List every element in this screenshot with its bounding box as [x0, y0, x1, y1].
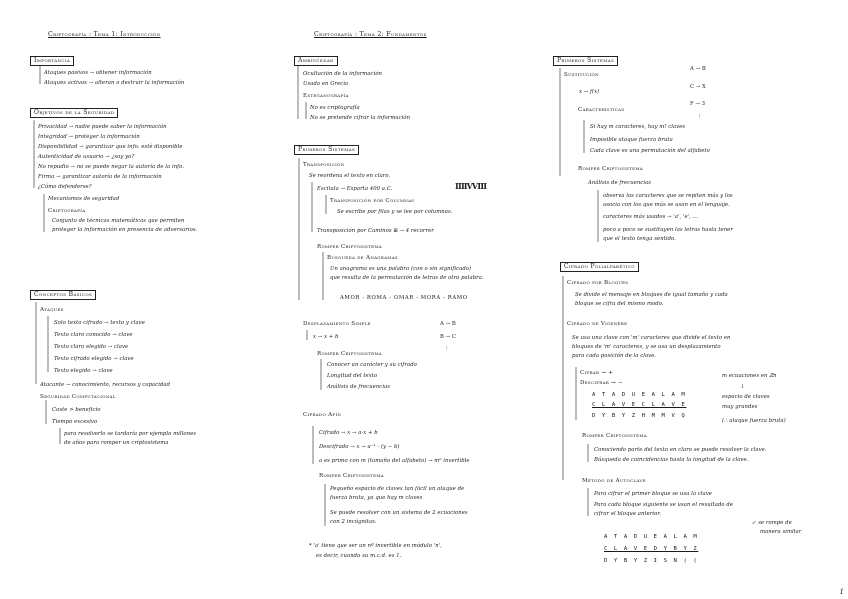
sustitucion-map-1: A → B: [690, 66, 706, 72]
afin-romper-label: Romper Criptosistema: [319, 473, 384, 479]
vigenere-note-5: (∴ ataque fuerza bruta): [722, 418, 786, 424]
ataque-4: Texto cifrado elegido → clave: [54, 356, 134, 362]
descifrar-line: Descifrar → −: [580, 380, 624, 386]
afin-romper-4: con 2 incógnitas.: [330, 519, 377, 525]
col3-romper-1: Análisis de frecuencias: [588, 180, 652, 186]
autoclave-note-1: ↙ se rompe de: [752, 520, 792, 526]
conceptos-heading: Conceptos Básicos: [30, 290, 96, 300]
autoclave-line-3: cifrar el bloque anterior.: [594, 511, 662, 517]
desplazamiento-romper-label: Romper Criptosistema: [317, 351, 382, 357]
importancia-heading: Importancia: [30, 56, 74, 66]
romper1-line-1: Búsqueda de Anagramas: [327, 255, 398, 261]
col3-romper-3: asocia con los que más se usan en el lenguaje.: [603, 202, 730, 208]
afin-line-2: Descifrado → x → a⁻¹ · (y − b): [319, 444, 400, 450]
afin-romper-2: fuerza bruta, ya que hay m claves: [330, 495, 423, 501]
vigenere-line-2: bloques de 'm' caracteres, y se usa un desplazamiento: [572, 344, 721, 350]
defensa-line-4: proteger la información en presencia de adversarios.: [52, 227, 198, 233]
transposicion-label: Transposición: [303, 162, 345, 168]
polialfabetico-heading: Cifrado Polialfabético: [560, 262, 639, 272]
autoclave-line-2: Para cada bloque siguiente se usan el resultado de: [594, 502, 734, 508]
vigenere-table1-row-3: D Y B Y Z H M M V Q: [592, 413, 687, 419]
desplazamiento-map-1: A → B: [440, 321, 456, 327]
desplazamiento-formula: x → x + b: [313, 334, 339, 340]
defensa-line-2: Criptografía: [48, 208, 86, 214]
romper1-label: Romper Criptosistema: [317, 244, 382, 250]
vigenere-note-2: ↓: [740, 384, 745, 390]
col3-romper-5: poco a poco se sustituyen las letras hasta tener: [603, 227, 733, 233]
col3-romper-6: que el texto tenga sentido.: [603, 236, 676, 242]
transposicion-line-4: Se escribe por filas y se lee por columnas.: [337, 209, 453, 215]
col3-romper-label: Romper Criptosistema: [578, 166, 643, 172]
caracteristicas-3: Cada clave es una permutación del alfabeto: [590, 148, 710, 154]
objetivos-line-1: Privacidad → nadie puede saber la información: [38, 124, 167, 130]
autoclave-table-row-3: D Y B Y Z I S N ( (: [604, 558, 699, 564]
primeros-heading-col3: Primeros Sistemas: [553, 56, 618, 66]
vigenere-note-4: muy grandes: [722, 404, 758, 410]
objetivos-heading: Objetivos de la Seguridad: [30, 108, 118, 118]
bloques-label: Cifrado por Bloques: [567, 280, 629, 286]
autoclave-note-2: manera similar: [760, 529, 802, 535]
col3-romper-2: observa los caracteres que se repiten más y los: [603, 193, 733, 199]
sustitucion-map-4: ⋮: [697, 114, 703, 120]
ambiguedad-line-1: Ocultación de la información: [303, 71, 383, 77]
desplazamiento-map-2: B → C: [440, 334, 457, 340]
page-number: 1: [839, 588, 844, 596]
romper1-line-4: AMOR - ROMA - OMAR - MORA - RAMO: [340, 295, 468, 301]
ataque-3: Texto claro elegido → clave: [54, 344, 129, 350]
importancia-line-2: Ataques activos → alteran o destruir la información: [44, 80, 185, 86]
desplazamiento-romper-3: Análisis de frecuencias: [327, 384, 391, 390]
transposicion-line-1: Se reordena el texto en claro.: [309, 173, 391, 179]
atacante-line: Atacante → conocimiento, recursos y capacidad: [40, 382, 171, 388]
desplazamiento-map-3: ⋮: [444, 346, 450, 352]
vigenere-line-1: Se usa una clave con 'm' caracteres que divide el texto en: [572, 335, 731, 341]
col2-title: Criptografía : Tema 2: Fundamentos: [314, 31, 427, 38]
ambiguedad-line-4: No es criptografía: [310, 105, 360, 111]
autoclave-table-row-1: A T A D U E A L A M: [604, 534, 699, 540]
ataques-label: Ataques: [40, 307, 64, 313]
col3-romper-4: caracteres más usados → 'a', 'e', ...: [603, 214, 698, 220]
vigenere-romper-label: Romper Criptosistema: [582, 433, 647, 439]
sustitucion-formula: x → f(x): [579, 89, 600, 95]
ambiguedad-line-3: Esteganografía: [303, 93, 349, 99]
objetivos-line-2: Integridad → proteger la información: [38, 134, 140, 140]
vigenere-romper-2: Búsqueda de coincidencias hasta la longitud de la clave.: [594, 457, 749, 463]
transposicion-line-2: Escitala → Esparta 400 a.C.: [317, 186, 393, 192]
objetivos-line-3: Disponibilidad → garantizar que info. esté disponible: [38, 144, 183, 150]
ambiguedad-line-5: No se pretende cifrar la información: [310, 115, 411, 121]
primeros-heading-col2: Primeros Sistemas: [294, 145, 359, 155]
vigenere-label: Cifrado de Vigenère: [567, 321, 628, 327]
afin-nota-1: * 'a' tiene que ser un nº invertible en módulo 'n',: [309, 543, 442, 549]
autoclave-label: Método de Autoclave: [582, 478, 646, 484]
vigenere-note-3: espacio de claves: [722, 394, 770, 400]
escitala-glyph: ⅢⅣⅧ: [455, 181, 487, 191]
afin-line-1: Cifrado → x → a·x + b: [319, 430, 378, 436]
autoclave-table-row-2: C L A V E D Y B Y Z: [604, 546, 699, 552]
vigenere-line-3: para cada posición de la clave.: [572, 353, 657, 359]
afin-romper-1: Pequeño espacio de claves tan fácil un ataque de: [330, 486, 465, 492]
desplazamiento-romper-2: Longitud del texto: [327, 373, 378, 379]
ataque-2: Texto claro conocido → clave: [54, 332, 133, 338]
importancia-line-1: Ataques pasivos → obtener información: [44, 70, 152, 76]
caracteristicas-2: Imposible ataque fuerza bruta: [590, 137, 673, 143]
objetivos-line-6: Firma → garantizar autoría de la información: [38, 174, 162, 180]
ambiguedad-heading: Ambigüedad: [294, 56, 338, 66]
vigenere-table1-row-1: A T A D U E A L A M: [592, 392, 687, 398]
afin-heading: Cifrado Afín: [303, 412, 342, 418]
col1-title: Criptografía : Tema 1: Introducción: [48, 31, 161, 38]
seguridad-line-4: de años para romper un criptosistema: [64, 440, 169, 446]
sustitucion-map-3: F → 3: [690, 101, 706, 107]
defensa-line-3: Conjunto de técnicas matemáticas que permiten: [52, 218, 185, 224]
afin-romper-3: Se puede resolver con un sistema de 2 ecuaciones: [330, 510, 468, 516]
seguridad-line-1: Coste > beneficio: [52, 407, 101, 413]
autoclave-line-1: Para cifrar el primer bloque se usa la clave: [594, 491, 712, 497]
transposicion-line-3: Transposición por Columnas: [330, 198, 415, 204]
vigenere-note-1: m ecuaciones en ℤn: [722, 373, 777, 379]
transposicion-line-5: Transposición por Caminos ⊞ → 4 recorrer: [317, 228, 434, 234]
objetivos-line-4: Autenticidad de usuario → ¿soy yo?: [38, 154, 135, 160]
seguridad-label: Seguridad Computacional: [40, 394, 116, 400]
romper1-line-3: que resulta de la permutación de letras de otra palabra.: [330, 275, 484, 281]
vigenere-table1-row-2: C L A V E C L A V E: [592, 402, 687, 408]
bloques-line-1: Se divide el mensaje en bloques de igual tamaño y cada: [575, 292, 728, 298]
afin-nota-2: es decir, cuando su m.c.d. es 1.: [316, 553, 402, 559]
ataque-1: Solo texto cifrado → texto y clave: [54, 320, 145, 326]
sustitucion-map-2: C → X: [690, 84, 706, 90]
ambiguedad-line-2: Usada en Grecia: [303, 81, 349, 87]
objetivos-line-7: ¿Cómo defenderse?: [38, 184, 92, 190]
bloques-line-2: bloque se cifra del mismo modo.: [575, 301, 664, 307]
desplazamiento-romper-1: Conocer un carácter y su cifrado: [327, 362, 417, 368]
sustitucion-label: Sustitución: [564, 72, 599, 78]
defensa-line-1: Mecanismos de seguridad: [48, 196, 120, 202]
vigenere-romper-1: Conociendo parte del texto en claro se puede resolver la clave.: [594, 447, 767, 453]
seguridad-line-3: para resolverlo se tardaría por ejemplo millones: [64, 431, 197, 437]
desplazamiento-heading: Desplazamiento Simple: [303, 321, 371, 327]
objetivos-line-5: No repudio → no se puede negar la autoría de la info.: [38, 164, 185, 170]
caracteristicas-1: Si hay m caracteres, hay m! claves: [590, 124, 686, 130]
cifrar-line: Cifrar → +: [580, 370, 614, 376]
caracteristicas-label: Características: [578, 107, 625, 113]
ataque-5: Texto elegido → clave: [54, 368, 113, 374]
seguridad-line-2: Tiempo excesivo: [52, 419, 98, 425]
romper1-line-2: Un anagrama es una palabra (con o sin significado): [330, 266, 472, 272]
afin-line-3: a es primo con m (tamaño del alfabeto) → m⁰ invertible: [319, 458, 470, 464]
